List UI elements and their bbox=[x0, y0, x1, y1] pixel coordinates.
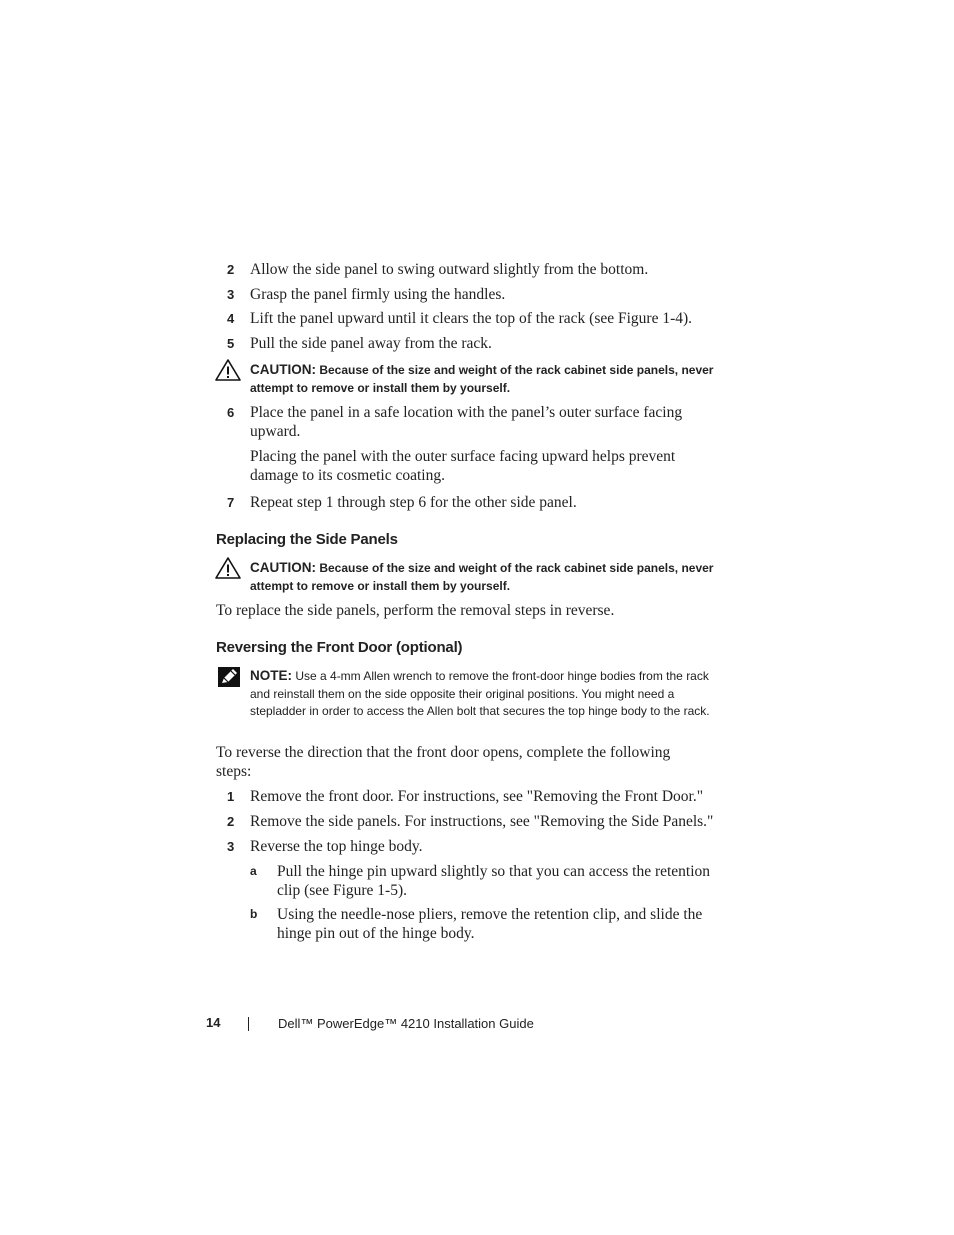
step-text: Pull the side panel away from the rack. bbox=[250, 335, 492, 352]
caution-label: CAUTION: bbox=[250, 362, 316, 377]
caution-icon bbox=[214, 556, 242, 580]
step-text: Allow the side panel to swing outward slightly from the bottom. bbox=[250, 261, 649, 278]
step-text: Remove the front door. For instructions, see "Removing the Front Door." bbox=[250, 788, 704, 805]
caution-callout bbox=[250, 361, 720, 397]
footer-title: Dell™ PowerEdge™ 4210 Installation Guide bbox=[278, 1016, 534, 1031]
substep-text: Using the needle-nose pliers, remove the retention clip, and slide the hinge pin out of the hinge body. bbox=[277, 906, 703, 942]
body-paragraph: To reverse the direction that the front door opens, complete the following steps: bbox=[216, 744, 671, 780]
step-number: 4 bbox=[227, 311, 235, 326]
step-text: Repeat step 1 through step 6 for the other side panel. bbox=[250, 494, 577, 511]
step-number: 1 bbox=[227, 789, 235, 804]
note-pencil-icon bbox=[218, 667, 240, 687]
step-note-paragraph: Placing the panel with the outer surface facing upward helps prevent damage to its cosmetic coating. bbox=[250, 448, 676, 484]
substep-letter: b bbox=[250, 907, 258, 921]
step-number: 3 bbox=[227, 287, 235, 302]
note-text: Use a 4-mm Allen wrench to remove the front-door hinge bodies from the rack and reinstall them on the side opposite their original positions. You might need a stepladder in order to access the Allen bolt that secures the top hinge body to the rack. bbox=[250, 669, 710, 718]
caution-icon bbox=[214, 358, 242, 382]
footer-divider bbox=[248, 1017, 249, 1031]
substep-text: Pull the hinge pin upward slightly so that you can access the retention clip (see Figure 1-5). bbox=[277, 863, 711, 899]
step-text: Remove the side panels. For instructions, see "Removing the Side Panels." bbox=[250, 813, 714, 830]
step-text: Reverse the top hinge body. bbox=[250, 838, 423, 855]
step-number: 3 bbox=[227, 839, 235, 854]
step-number: 2 bbox=[227, 814, 235, 829]
section-heading: Reversing the Front Door (optional) bbox=[216, 639, 463, 656]
step-number: 5 bbox=[227, 336, 235, 351]
step-text: Grasp the panel firmly using the handles. bbox=[250, 286, 506, 303]
substep-letter: a bbox=[250, 864, 257, 878]
caution-callout bbox=[250, 559, 720, 595]
section-heading: Replacing the Side Panels bbox=[216, 531, 398, 548]
body-paragraph: To replace the side panels, perform the removal steps in reverse. bbox=[216, 602, 615, 619]
caution-text: Because of the size and weight of the rack cabinet side panels, never attempt to remove or install them by yourself. bbox=[250, 561, 714, 593]
note-callout bbox=[250, 667, 720, 721]
step-number: 7 bbox=[227, 495, 235, 510]
step-text: Lift the panel upward until it clears the top of the rack (see Figure 1-4). bbox=[250, 310, 693, 327]
caution-label: CAUTION: bbox=[250, 560, 316, 575]
note-label: NOTE: bbox=[250, 668, 292, 683]
step-number: 6 bbox=[227, 405, 235, 420]
caution-text: Because of the size and weight of the rack cabinet side panels, never attempt to remove or install them by yourself. bbox=[250, 363, 714, 395]
page-number: 14 bbox=[206, 1015, 221, 1030]
step-number: 2 bbox=[227, 262, 235, 277]
step-text: Place the panel in a safe location with the panel’s outer surface facing upward. bbox=[250, 404, 683, 440]
